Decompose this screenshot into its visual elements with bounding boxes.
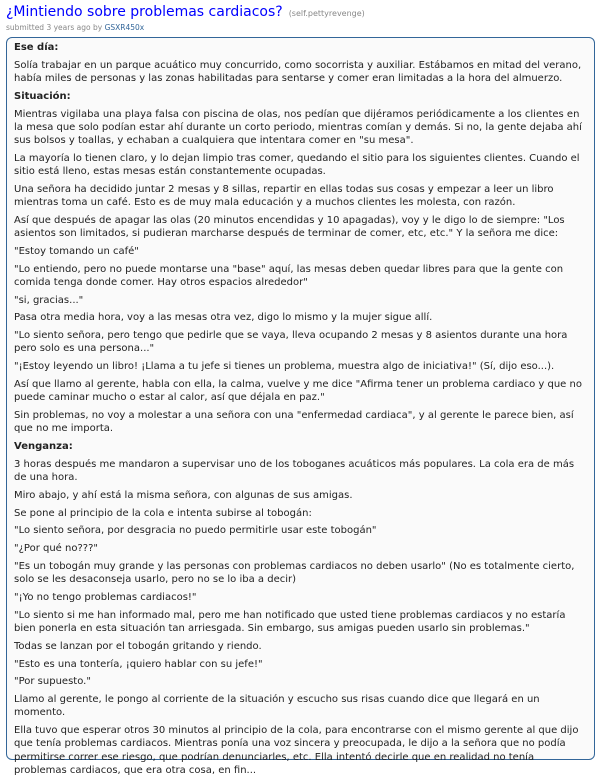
body-paragraph: Mientras vigilaba una playa falsa con piscina de olas, nos pedían que dijéramos periódicamente a los clientes en la mesa que solo podían estar ahí durante un corto periodo, mientras comían y demás. Si no, la gente dejaba ahí sus bolsos y toallas, y echaban a cualquiera que intentara comer en "su mesa".	[14, 108, 582, 146]
body-paragraph: Miro abajo, y ahí está la misma señora, con algunas de sus amigas.	[14, 489, 353, 501]
body-paragraph: Llamo al gerente, le pongo al corriente de la situación y escucho sus risas cuando dice que llegará en un momento.	[14, 694, 540, 719]
body-paragraph: "¡Estoy leyendo un libro! ¡Llama a tu jefe si tienes un problema, muestra algo de iniciativa!" (Sí, dijo eso...).	[14, 361, 555, 373]
section-heading: Situación:	[14, 90, 71, 102]
body-paragraph: "si, gracias..."	[14, 294, 84, 306]
body-paragraph: "Es un tobogán muy grande y las personas con problemas cardiacos no deben usarlo" (No es totalmente cierto, solo se les desaconseja usarlo, pero no se lo iba a decir)	[14, 560, 575, 586]
body-paragraph: La mayoría lo tienen claro, y lo dejan limpio tras comer, quedando el sitio para los siguientes clientes. Cuando el sitio está lleno, estas mesas están constantemente ocupadas.	[14, 152, 580, 177]
body-paragraph: Una señora ha decidido juntar 2 mesas y 8 sillas, repartir en ellas todas sus cosas y empezar a leer un libro mientras toma un café. Esto es de muy mala educación y a muchos clientes les molesta, con razón.	[14, 183, 554, 208]
body-paragraph: Solía trabajar en un parque acuático muy concurrido, como socorrista y auxiliar. Estábamos en mitad del verano, había miles de personas y las zonas habilitadas para sentarse y comer eran limitadas a la hora del almuerzo.	[14, 59, 582, 84]
body-paragraph: "Esto es una tontería, ¡quiero hablar con su jefe!"	[14, 658, 263, 670]
post-domain-link[interactable]: (self.pettyrevenge)	[288, 9, 365, 18]
body-paragraph: "Lo siento señora, por desgracia no puedo permitirle usar este tobogán"	[14, 525, 377, 537]
section-heading: Venganza:	[14, 440, 73, 452]
post-title-link[interactable]: ¿Mintiendo sobre problemas cardiacos?	[6, 4, 283, 20]
body-paragraph: Así que llamo al gerente, habla con ella, la calma, vuelve y me dice "Afirma tener un problema cardiaco y que no puede caminar mucho o estar al calor, así que déjala en paz."	[14, 378, 582, 404]
tagline	[6, 23, 601, 33]
body-paragraph: "¿Por qué no???"	[14, 543, 98, 555]
body-paragraph: "Lo entiendo, pero no puede montarse una "base" aquí, las mesas deben quedar libres para que la gente con comida tenga donde comer. Hay otros espacios alrededor"	[14, 263, 564, 288]
body-paragraph: "Por supuesto."	[14, 676, 91, 688]
body-paragraph: 3 horas después me mandaron a supervisar uno de los toboganes acuáticos más populares. La cola era de más de una hora.	[14, 458, 575, 483]
post-body	[6, 37, 595, 776]
section-heading: Ese día:	[14, 42, 59, 53]
body-paragraph: Todas se lanzan por el tobogán gritando y riendo.	[14, 640, 262, 652]
body-paragraph: "Lo siento señora, pero tengo que pedirle que se vaya, lleva ocupando 2 mesas y 8 asientos durante una hora pero solo es una persona..."	[14, 330, 568, 355]
author-link[interactable]: GSXR450x	[104, 23, 145, 32]
body-paragraph: "Estoy tomando un café"	[14, 245, 139, 257]
body-paragraph: Sin problemas, no voy a molestar a una señora con una "enfermedad cardiaca", y al gerente le parece bien, así que no me importa.	[14, 409, 574, 435]
body-paragraph: Pasa otra media hora, voy a las mesas otra vez, digo lo mismo y la mujer sigue allí.	[14, 312, 433, 324]
body-paragraph: "Lo siento si me han informado mal, pero me han notificado que usted tiene problemas cardiacos y no estaría bien ponerla en esta situación tan arriesgada. Sin embargo, sus amigas pueden usarlo sin problemas."	[14, 609, 566, 634]
body-paragraph: Ella tuvo que esperar otros 30 minutos al principio de la cola, para encontrarse con el mismo gerente al que dijo que tenía problemas cardiacos. Mientras ponía una voz sincera y preocupada, le dijo a la señora que no podía permitirse correr ese riesgo, que podrían denunciarles, etc. Ella intentó decirle que en realidad no tenía problemas cardiacos, que era otra cosa, en fin...	[14, 725, 579, 776]
body-paragraph: "¡Yo no tengo problemas cardiacos!"	[14, 591, 197, 603]
body-paragraph: Se pone al principio de la cola e intenta subirse al tobogán:	[14, 507, 312, 519]
tagline-prefix: submitted 3 years ago by	[6, 23, 103, 32]
body-paragraph: Así que después de apagar las olas (20 minutos encendidas y 10 apagadas), voy y le digo lo de siempre: "Los asientos son limitados, si pudieran marcharse después de terminar de comer, etc, etc." Y la señora me dice:	[14, 214, 565, 239]
title-line	[6, 2, 601, 23]
